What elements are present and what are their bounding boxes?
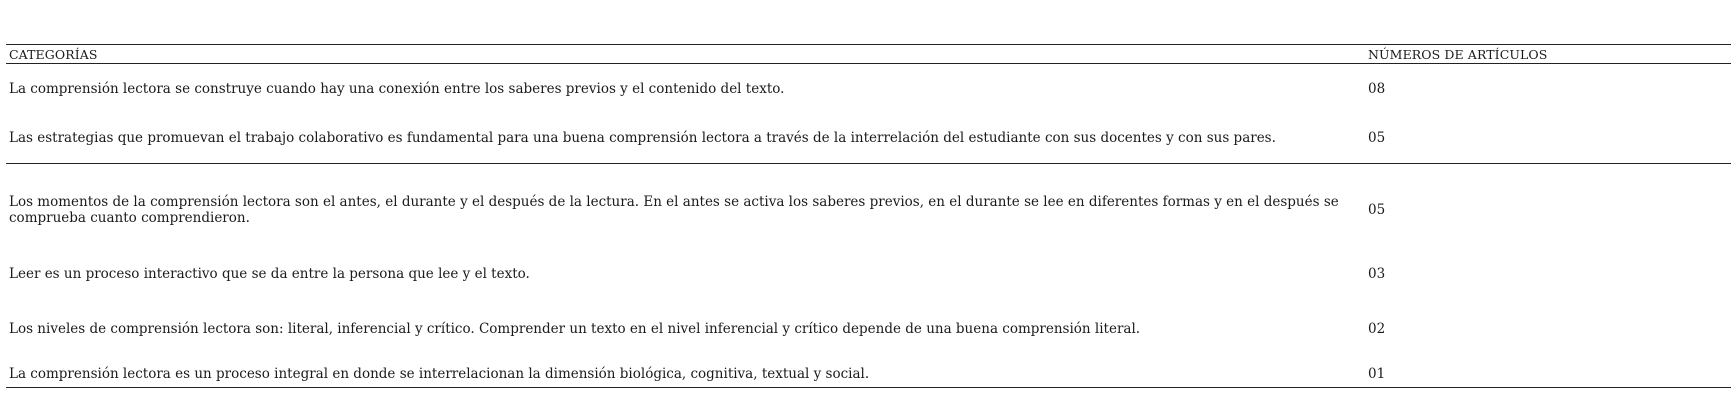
- category-cell: La comprensión lectora es un proceso integral en donde se interrelacionan la dimensión biológica, cognitiva, textual y social.: [6, 363, 1365, 388]
- count-cell: 02: [1368, 320, 1386, 337]
- count-cell: 05: [1368, 201, 1386, 218]
- header-row: [6, 45, 1731, 64]
- table-row: [6, 114, 1731, 164]
- table-header: [6, 45, 1731, 64]
- category-cell: Las estrategias que promuevan el trabajo colaborativo es fundamental para una buena comprensión lectora a través de la interrelación del estudiante con sus docentes y con sus pares.: [6, 114, 1365, 164]
- category-cell: Los niveles de comprensión lectora son: literal, inferencial y crítico. Comprender un texto en el nivel inferencial y crítico depende de una buena comprensión literal.: [9, 320, 1141, 337]
- category-cell: Leer es un proceso interactivo que se da entre la persona que lee y el texto.: [9, 266, 530, 282]
- count-cell: 05: [1365, 114, 1731, 164]
- table-row: [6, 254, 1731, 295]
- count-cell: 03: [1368, 266, 1386, 282]
- categories-table: [6, 44, 1731, 388]
- header-categories: CATEGORÍAS: [6, 45, 1365, 64]
- header-article-count: NÚMEROS DE ARTÍCULOS: [1365, 45, 1731, 64]
- table-row: [6, 164, 1731, 254]
- table-row: [6, 295, 1731, 363]
- table-row: [6, 64, 1731, 114]
- category-cell: Los momentos de la comprensión lectora son el antes, el durante y el después de la lectura. En el antes se activa los saberes previos, en el durante se lee en diferentes formas y en el después se comprueba cuanto comprendieron.: [9, 193, 1339, 226]
- categories-table-container: [6, 44, 1731, 388]
- category-cell: La comprensión lectora se construye cuando hay una conexión entre los saberes previos y el contenido del texto.: [9, 80, 785, 97]
- count-cell: 01: [1365, 363, 1731, 388]
- table-body: [6, 64, 1731, 388]
- count-cell: 08: [1368, 80, 1386, 97]
- table-row: [6, 363, 1731, 388]
